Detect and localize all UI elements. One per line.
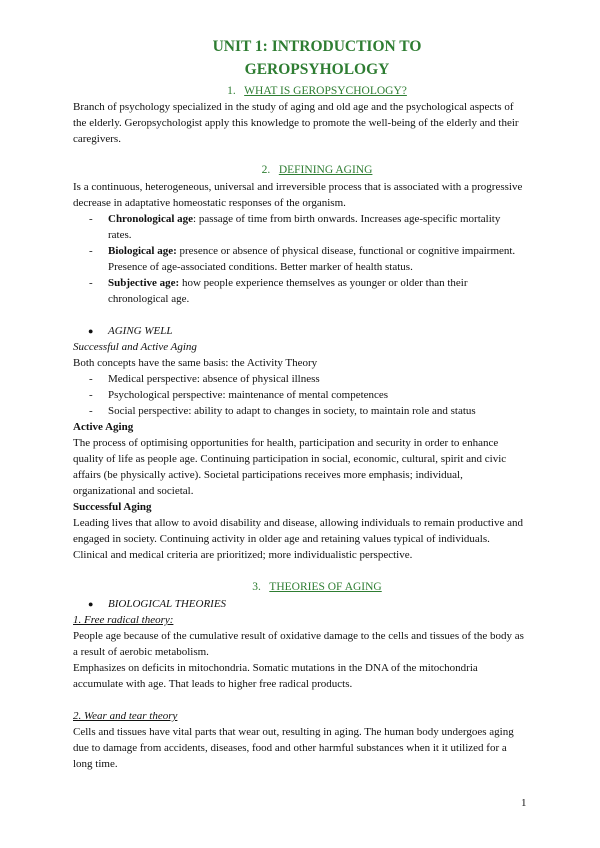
- bullet-dot: ●: [88, 326, 94, 336]
- aging-type-biological: [108, 243, 522, 275]
- section-2-heading: [0, 163, 600, 178]
- dash-marker: -: [89, 213, 93, 225]
- perspective-item: Social perspective: ability to adapt to changes in society, to maintain role and status: [108, 405, 476, 417]
- successful-aging-heading: Successful Aging: [73, 501, 152, 513]
- biological-theories-heading: BIOLOGICAL THEORIES: [108, 598, 227, 610]
- section-1-title: WHAT IS GEROPSYCHOLOGY?: [244, 85, 407, 97]
- free-radical-theory-body-1: People age because of the cumulative result of oxidative damage to the cells and tissues of the body as a result of aerobic metabolism.: [73, 630, 524, 659]
- section-1-heading: [0, 84, 600, 99]
- section-1-number: 1.: [227, 85, 236, 97]
- aging-type-chronological: [108, 211, 522, 243]
- free-radical-theory-heading: 1. Free radical theory:: [73, 614, 174, 626]
- perspective-item: Medical perspective: absence of physical illness: [108, 373, 320, 385]
- aging-type-term: Chronological age: [108, 213, 194, 225]
- dash-marker: -: [89, 373, 93, 385]
- section-2-title: DEFINING AGING: [278, 164, 373, 176]
- dash-marker: -: [89, 405, 93, 417]
- active-aging-heading: Active Aging: [73, 421, 134, 433]
- section-3-number: 3.: [252, 581, 261, 593]
- aging-type-text: how people experience themselves as younger or older than their chronological age.: [108, 277, 468, 305]
- aging-type-subjective: [108, 275, 522, 307]
- aging-type-term: Subjective age:: [108, 277, 180, 289]
- section-2-body: Is a continuous, heterogeneous, universal and irreversible process that is associated with a progressive decrease in adaptative homeostatic responses of the organism.: [73, 181, 523, 210]
- bullet-dot: ●: [88, 599, 94, 609]
- aging-well-subtitle: Successful and Active Aging: [73, 341, 197, 353]
- perspective-item: Psychological perspective: maintenance of mental competences: [108, 389, 389, 401]
- section-2-number: 2.: [261, 164, 271, 176]
- section-3-title: THEORIES OF AGING: [269, 581, 382, 593]
- aging-type-text: : passage of time from birth onwards. Increases age-specific mortality rates.: [108, 213, 501, 241]
- page-title-line1: UNIT 1: INTRODUCTION TO: [212, 38, 422, 55]
- wear-tear-theory-heading: 2. Wear and tear theory: [73, 710, 178, 722]
- page-title-line2: GEROPSYHOLOGY: [244, 61, 390, 78]
- dash-marker: -: [89, 245, 93, 257]
- free-radical-theory-body-2: Emphasizes on deficits in mitochondria. Somatic mutations in the DNA of the mitochondria accumulate with age. That leads to higher free radical products.: [73, 662, 478, 691]
- active-aging-body: The process of optimising opportunities for health, participation and security in order to enhance quality of life as people age. Continuing participation in social, economic, cultural, spirit and civic affairs (be physically active). Societal participations receives more emphasis; individual, organizational and societal.: [73, 437, 507, 498]
- aging-well-intro: Both concepts have the same basis: the Activity Theory: [73, 357, 318, 369]
- successful-aging-body: Leading lives that allow to avoid disability and disease, allowing individuals to remain productive and engaged in society. Continuing activity in older age and retaining values typical of individuals. Clinical and medical criteria are prioritized; more individualistic perspective.: [73, 517, 523, 562]
- section-3-heading: [0, 580, 600, 595]
- dash-marker: -: [89, 389, 93, 401]
- page-number: 1: [521, 797, 527, 809]
- wear-tear-theory-body: Cells and tissues have vital parts that wear out, resulting in aging. The human body undergoes aging due to damage from accidents, diseases, food and other harmful substances when it it utilized for a long time.: [73, 726, 514, 771]
- aging-type-text: presence or absence of physical disease, functional or cognitive impairment. Presence of age-associated conditions. Better marker of health status.: [108, 245, 516, 273]
- aging-well-heading: AGING WELL: [108, 325, 173, 337]
- section-1-body: Branch of psychology specialized in the study of aging and old age and the psychological aspects of the elderly. Geropsychologist apply this knowledge to promote the well-being of the elderly and their caregivers.: [73, 101, 519, 146]
- aging-type-term: Biological age:: [108, 245, 177, 257]
- dash-marker: -: [89, 277, 93, 289]
